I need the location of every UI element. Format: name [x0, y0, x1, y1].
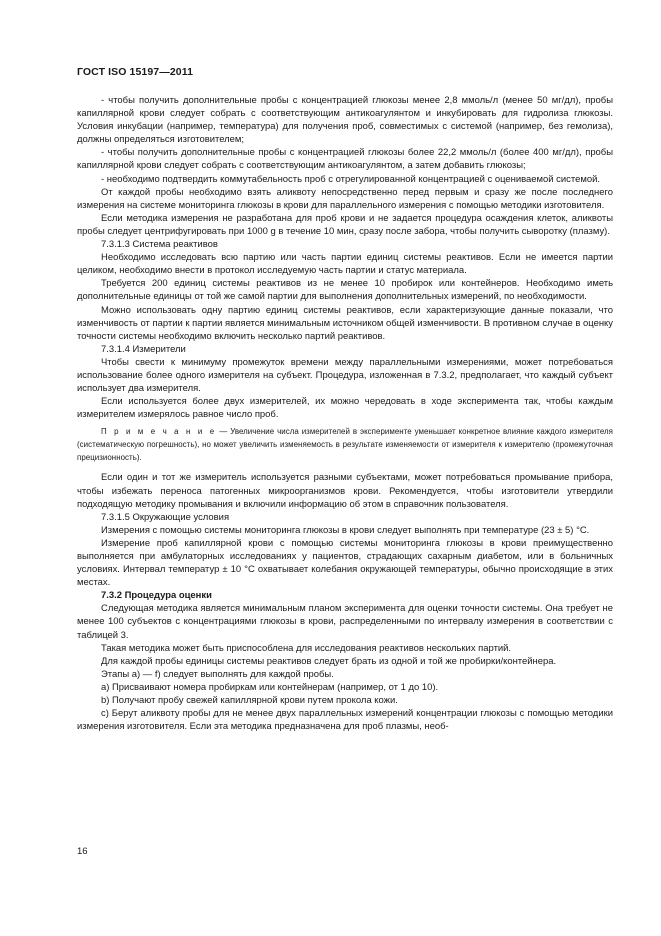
note-text: — Увеличение числа измерителей в эксперименте уменьшает конкретное влияние каждого измерителя (систематическую погрешность), но может увеличить изменяемость в результате изменяемости от измерителя к измерителю (промежуточная прецизионность).: [77, 427, 613, 462]
paragraph: - чтобы получить дополнительные пробы с концентрацией глюкозы более 22,2 ммоль/л (более 400 мг/дл), пробы капиллярной крови следует собрать с соответствующим антикоагулянтом, а затем добавить глюкозы;: [77, 147, 613, 172]
paragraph: Такая методика может быть приспособлена для исследования реактивов нескольких партий.: [101, 642, 512, 654]
document-code-header: ГОСТ ISO 15197—2011: [77, 66, 194, 78]
list-item: а) Присваивают номера пробиркам или контейнерам (например, от 1 до 10).: [101, 681, 439, 693]
section-heading: 7.3.1.4 Измерители: [101, 343, 186, 355]
paragraph: Если один и тот же измеритель используется разными субъектами, может потребоваться промывание прибора, чтобы избежать переноса патогенных микроорганизмов крови. Рекомендуется, чтобы изготовители утвердили подходящую методику промывания и включили информацию об этом в справочник пользователя.: [77, 472, 613, 510]
section-heading: 7.3.1.3 Система реактивов: [101, 239, 218, 251]
section-heading-bold: 7.3.2 Процедура оценки: [101, 590, 212, 602]
paragraph: Чтобы свести к минимуму промежуток времени между параллельными измерениями, может потребоваться использование более одного измерителя на субъект. Процедура, изложенная в 7.3.2, предполагает, что каждый субъект использует два измерителя.: [77, 356, 613, 395]
section-heading: 7.3.1.5 Окружающие условия: [101, 511, 230, 523]
paragraph: Можно использовать одну партию единиц системы реактивов, если характеризующие данные показали, что изменчивость от партии к партии является минимальным источником общей изменчивости. В противном случае в оценку точности системы необходимо включить несколько партий реактивов.: [77, 304, 613, 342]
paragraph: Измерения с помощью системы мониторинга глюкозы в крови следует выполнять при температуре (23 ± 5) °С.: [101, 524, 590, 536]
paragraph: Если методика измерения не разработана для проб крови и не задается процедура осаждения клеток, аликвоты пробы следует центрифугировать при 1000 g в течение 10 мин, сразу после забора, чтобы получить сыворотку (плазму).: [77, 212, 613, 237]
document-body: [77, 94, 613, 733]
paragraph: - чтобы получить дополнительные пробы с концентрацией глюкозы менее 2,8 ммоль/л (менее 50 мг/дл), пробы капиллярной крови следует собрать с соответствующим антикоагулянтом и инкубировать для гидролиза глюкозы. Условия инкубации (например, температура) для получения проб, совместимых с системой (например, без гемолиза), должны определяться изготовителем;: [77, 95, 613, 146]
paragraph: Необходимо исследовать всю партию или часть партии единиц системы реактивов. Если не имеется партии целиком, необходимо внести в протокол исследуемую часть партии и статус материала.: [77, 252, 613, 277]
paragraph: От каждой пробы необходимо взять аликвоту непосредственно перед первым и сразу же после последнего измерения на системе мониторинга глюкозы в крови для параллельного измерения с помощью методики изготовителя.: [77, 186, 613, 211]
paragraph: Если используется более двух измерителей, их можно чередовать в ходе эксперимента так, чтобы каждым измерителем измерялось равное число проб.: [77, 396, 613, 421]
note-label: П р и м е ч а н и е: [101, 427, 217, 437]
paragraph: Для каждой пробы единицы системы реактивов следует брать из одной и той же пробирки/контейнера.: [101, 655, 557, 667]
paragraph: Требуется 200 единиц системы реактивов из не менее 10 пробирок или контейнеров. Необходимо иметь дополнительные единицы от той же самой партии для выполнения дополнительных измерений, по необходимости.: [77, 278, 613, 303]
page-number: 16: [77, 846, 88, 857]
list-item: с) Берут аликвоту пробы для не менее двух параллельных измерений концентрации глюкозы с помощью методики измерения изготовителя. Если эта методика предназначена для проб плазмы, необ-: [77, 708, 613, 733]
note: [77, 426, 613, 464]
paragraph: Следующая методика является минимальным планом эксперимента для оценки точности системы. Она требует не менее 100 субъектов с концентрациями глюкозы в крови, распределенными по интервалу измерения в соответствии с таблицей 3.: [77, 603, 613, 641]
paragraph: Измерение проб капиллярной крови с помощью системы мониторинга глюкозы в крови преимущественно выполняется при амбулаторных исследованиях у пациентов, страдающих сахарным диабетом, или в больничных условиях. Интервал температур ± 10 °С охватывает колебания окружающей температуры, обычно происходящие в этих местах.: [77, 537, 613, 589]
list-item: b) Получают пробу свежей капиллярной крови путем прокола кожи.: [101, 695, 398, 707]
paragraph: Этапы а) — f) следует выполнять для каждой пробы.: [101, 668, 334, 680]
paragraph: - необходимо подтвердить коммутабельность проб с отрегулированной концентрацией с оцениваемой системой.: [101, 173, 600, 185]
